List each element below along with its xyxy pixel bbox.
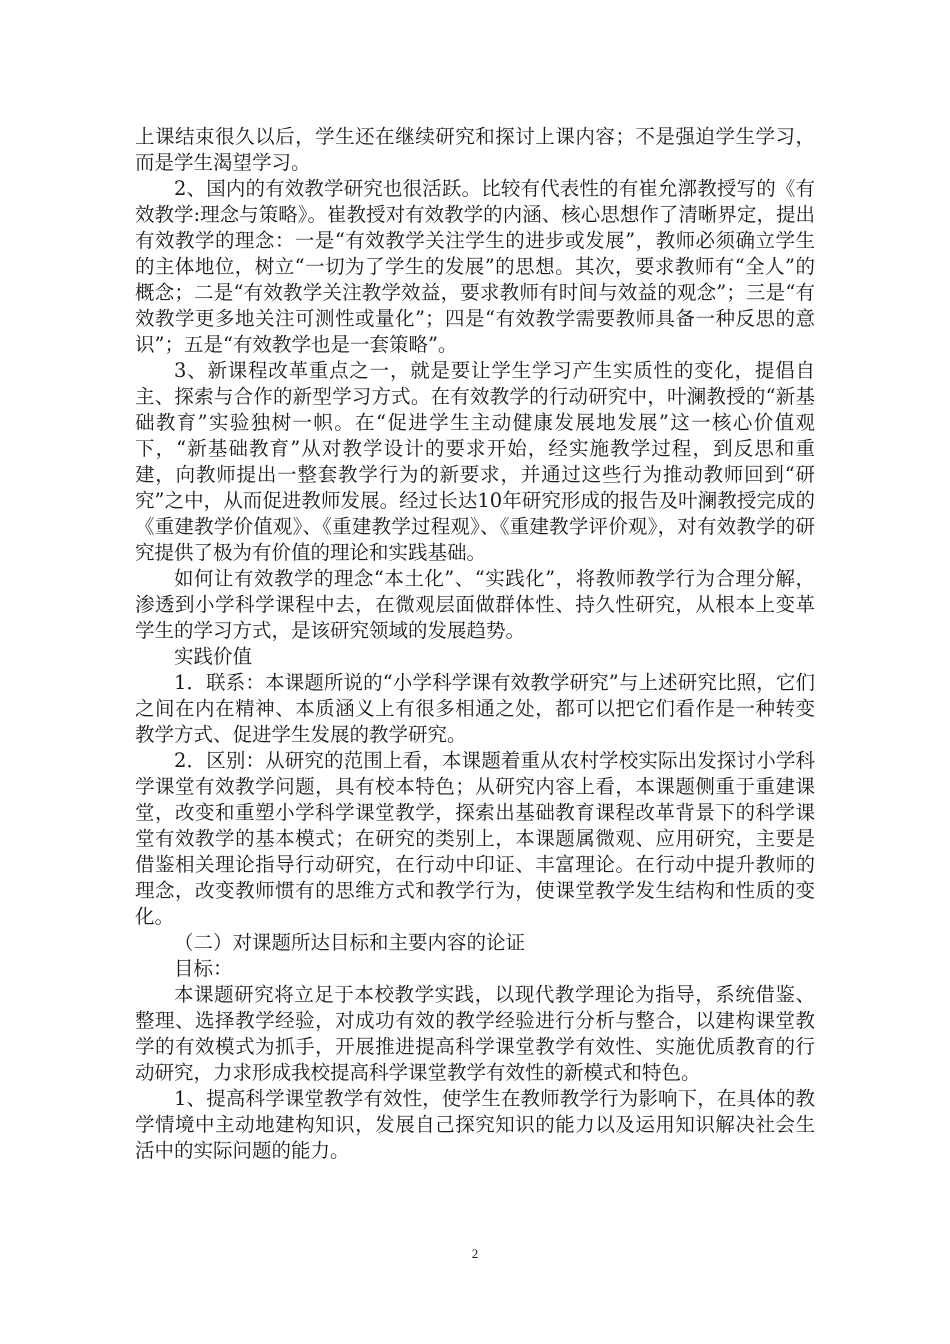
paragraph-difference: 2．区别：从研究的范围上看，本课题着重从农村学校实际出发探讨小学科学课堂有效教学问题，具有校本特色；从研究内容上看，本课题侧重于重建课堂，改变和重塑小学科学课堂教学，探索出基础教育课程改革背景下的科学课堂有效教学的基本模式；在研究的类别上，本课题属微观、应用研究，主要是借鉴相关理论指导行动研究，在行动中印证、丰富理论。在行动中提升教师的理念，改变教师惯有的思维方式和教学行为，使课堂教学发生结构和性质的变化。	[135, 749, 815, 928]
paragraph-localization: 如何让有效教学的理念“本土化”、“实践化”，将教师教学行为合理分解，渗透到小学科学课程中去，在微观层面做群体性、持久性研究，从根本上变革学生的学习方式，是该研究领域的发展趋势。	[135, 567, 815, 642]
heading-practical-value: 实践价值	[174, 645, 253, 668]
heading-section-two: （二）对课题所达目标和主要内容的论证	[174, 931, 526, 954]
paragraph-connection: 1．联系：本课题所说的“小学科学课有效教学研究”与上述研究比照，它们之间在内在精神、本质涵义上有很多相通之处，都可以把它们看作是一种转变教学方式、促进学生发展的教学研究。	[135, 671, 815, 746]
paragraph-goal-one: 1、提高科学课堂教学有效性，使学生在教师教学行为影响下，在具体的教学情境中主动地建构知识，发展自己探究知识的能力以及运用知识解决社会生活中的实际问题的能力。	[135, 1087, 815, 1162]
paragraph-domestic-research: 2、国内的有效教学研究也很活跃。比较有代表性的有崔允漷教授写的《有效教学:理念与策略》。崔教授对有效教学的内涵、核心思想作了清晰界定，提出有效教学的理念：一是“有效教学关注学生的进步或发展”，教师必须确立学生的主体地位，树立“一切为了学生的发展”的思想。其次，要求教师有“全人”的概念；二是“有效教学关注教学效益，要求教师有时间与效益的观念”；三是“有效教学更多地关注可测性或量化”；四是“有效教学需要教师具备一种反思的意识”；五是“有效教学也是一套策略”。	[135, 177, 815, 356]
paragraph-research-goal: 本课题研究将立足于本校教学实践，以现代教学理论为指导，系统借鉴、整理、选择教学经验，对成功有效的教学经验进行分析与整合，以建构课堂教学的有效模式为抓手，开展推进提高科学课堂教学有效性、实施优质教育的行动研究，力求形成我校提高科学课堂教学有效性的新模式和特色。	[135, 983, 815, 1084]
paragraph-continuation: 上课结束很久以后，学生还在继续研究和探讨上课内容；不是强迫学生学习，而是学生渴望学习。	[135, 125, 815, 174]
page-number: 2	[471, 1246, 479, 1261]
body-text	[135, 124, 815, 1164]
heading-goals: 目标：	[174, 957, 233, 980]
paragraph-curriculum-reform: 3、新课程改革重点之一，就是要让学生学习产生实质性的变化，提倡自主、探索与合作的新型学习方式。在有效教学的行动研究中，叶澜教授的“新基础教育”实验独树一帜。在“促进学生主动健康发展地发展”这一核心价值观下，“新基础教育”从对教学设计的要求开始，经实施教学过程，到反思和重建，向教师提出一整套教学行为的新要求，并通过这些行为推动教师回到“研究”之中，从而促进教师发展。经过长达10年研究形成的报告及叶澜教授完成的《重建教学价值观》、《重建教学过程观》、《重建教学评价观》，对有效教学的研究提供了极为有价值的理论和实践基础。	[135, 359, 815, 564]
